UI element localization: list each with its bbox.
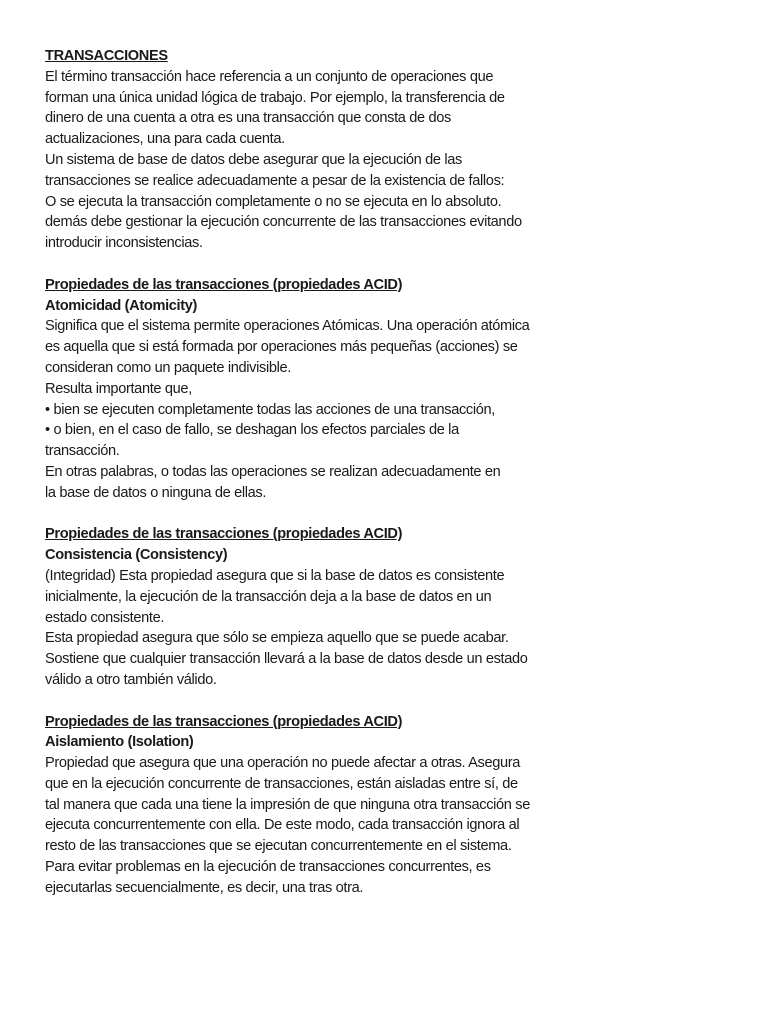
section-heading: TRANSACCIONES [45,48,168,64]
section-heading: Propiedades de las transacciones (propiedades ACID) [45,526,403,543]
paragraph-line: Sostiene que cualquier transacción llevará a la base de datos desde un estado [45,651,528,668]
paragraph-line: Resulta importante que, [45,380,192,397]
paragraph-line: dinero de una cuenta a otra es una transacción que consta de dos [45,110,451,127]
section-consistencia [45,524,745,690]
paragraph-line: válido a otro también válido. [45,671,217,688]
section-heading: Propiedades de las transacciones (propiedades ACID) [45,276,403,293]
paragraph-line: ejecutarlas secuencialmente, es decir, una tras otra. [45,879,364,896]
paragraph-line: es aquella que si está formada por operaciones más pequeñas (acciones) se [45,339,518,356]
section-atomicidad [45,275,745,504]
section-aislamiento [45,712,745,899]
section-subheading: Aislamiento (Isolation) [45,734,194,751]
section-heading: Propiedades de las transacciones (propiedades ACID) [45,713,403,730]
paragraph-line: estado consistente. [45,609,165,626]
paragraph-line: (Integridad) Esta propiedad asegura que si la base de datos es consistente [45,567,505,584]
paragraph-line: Esta propiedad asegura que sólo se empieza aquello que se puede acabar. [45,630,509,647]
section-subheading: Consistencia (Consistency) [45,547,228,564]
paragraph-spacer [45,691,745,712]
paragraph-line: transacciones se realice adecuadamente a pesar de la existencia de fallos: [45,172,505,189]
paragraph-line: tal manera que cada una tiene la impresión de que ninguna otra transacción se [45,796,530,813]
paragraph-line: En otras palabras, o todas las operaciones se realizan adecuadamente en [45,463,501,480]
paragraph-spacer [45,254,745,275]
paragraph-line: forman una única unidad lógica de trabajo. Por ejemplo, la transferencia de [45,89,505,106]
paragraph-line: la base de datos o ninguna de ellas. [45,484,267,501]
paragraph-line: actualizaciones, una para cada cuenta. [45,131,285,148]
paragraph-line: introducir inconsistencias. [45,235,203,252]
paragraph-line: Un sistema de base de datos debe asegurar que la ejecución de las [45,151,462,168]
section-transacciones [45,46,745,254]
paragraph-line: Significa que el sistema permite operaciones Atómicas. Una operación atómica [45,318,530,335]
paragraph-line: que en la ejecución concurrente de transacciones, están aisladas entre sí, de [45,775,518,792]
bullet-line: • o bien, en el caso de fallo, se deshagan los efectos parciales de la [45,422,459,439]
paragraph-line: transacción. [45,443,120,460]
document-page [45,46,745,899]
paragraph-line: ejecuta concurrentemente con ella. De este modo, cada transacción ignora al [45,817,520,834]
paragraph-line: resto de las transacciones que se ejecutan concurrentemente en el sistema. [45,838,512,855]
paragraph-line: demás debe gestionar la ejecución concurrente de las transacciones evitando [45,214,522,231]
paragraph-line: inicialmente, la ejecución de la transacción deja a la base de datos en un [45,588,492,605]
section-subheading: Atomicidad (Atomicity) [45,297,198,314]
paragraph-line: O se ejecuta la transacción completamente o no se ejecuta en lo absoluto. [45,193,502,210]
paragraph-line: consideran como un paquete indivisible. [45,359,291,376]
paragraph-line: Propiedad que asegura que una operación no puede afectar a otras. Asegura [45,755,521,772]
paragraph-spacer [45,504,745,525]
paragraph-line: El término transacción hace referencia a un conjunto de operaciones que [45,68,494,85]
bullet-line: • bien se ejecuten completamente todas las acciones de una transacción, [45,401,495,418]
paragraph-line: Para evitar problemas en la ejecución de transacciones concurrentes, es [45,859,491,876]
